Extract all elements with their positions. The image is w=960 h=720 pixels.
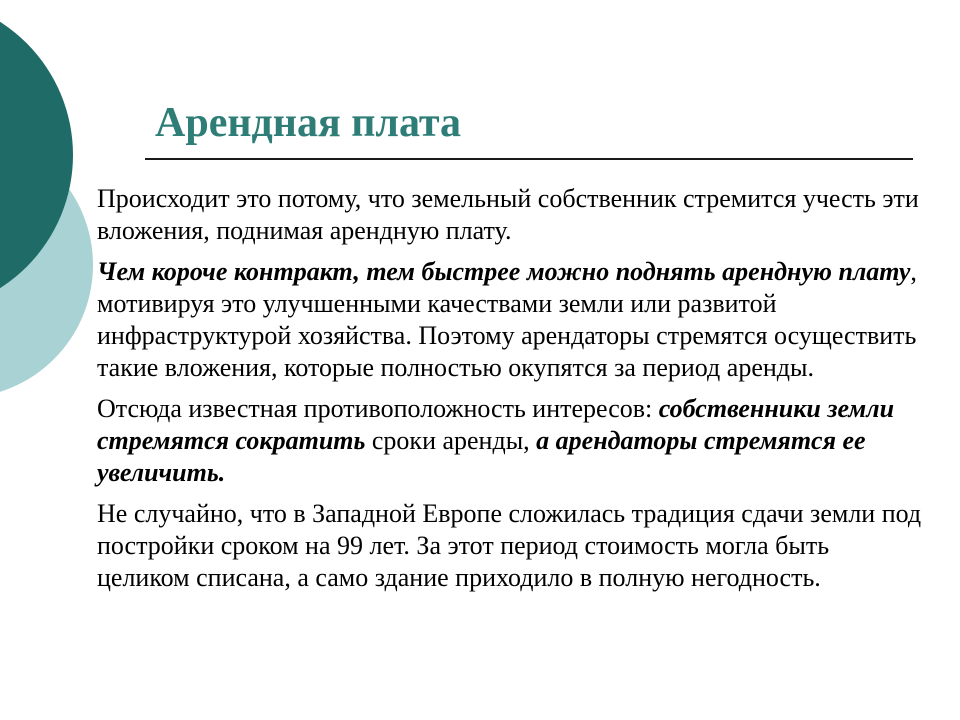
paragraph-2-emphasis: Чем короче контракт, тем быстрее можно поднять арендную плату bbox=[97, 257, 911, 286]
paragraph-4-text: Не случайно, что в Западной Европе сложилась традиция сдачи земли под постройки сроком на 99 лет. За этот период стоимость могла быть целиком списана, а само здание приходило в полную негодность. bbox=[97, 499, 922, 592]
paragraph-1 bbox=[97, 183, 927, 247]
paragraph-3 bbox=[97, 393, 927, 489]
title-underline bbox=[145, 158, 913, 160]
paragraph-3-middle: сроки аренды, bbox=[365, 426, 537, 455]
paragraph-2-text: , мотивируя это улучшенными качествами земли или развитой инфраструктурой хозяйства. Поэтому арендаторы стремятся осуществить такие вложения, которые полностью окупятся за период аренды. bbox=[97, 257, 917, 382]
paragraph-3-intro: Отсюда известная противоположность интересов: bbox=[97, 394, 659, 423]
paragraph-3-emphasis-owners: собственники земли стремятся сократить bbox=[97, 394, 895, 455]
paragraph-1-text: Происходит это потому, что земельный собственник стремится учесть эти вложения, поднимая арендную плату. bbox=[97, 184, 919, 245]
paragraph-4 bbox=[97, 498, 927, 594]
paragraph-2 bbox=[97, 256, 927, 384]
slide-body bbox=[97, 183, 927, 603]
slide-title: Арендная плата bbox=[155, 100, 462, 146]
paragraph-3-emphasis-tenants: а арендаторы стремятся ее увеличить. bbox=[97, 426, 866, 487]
